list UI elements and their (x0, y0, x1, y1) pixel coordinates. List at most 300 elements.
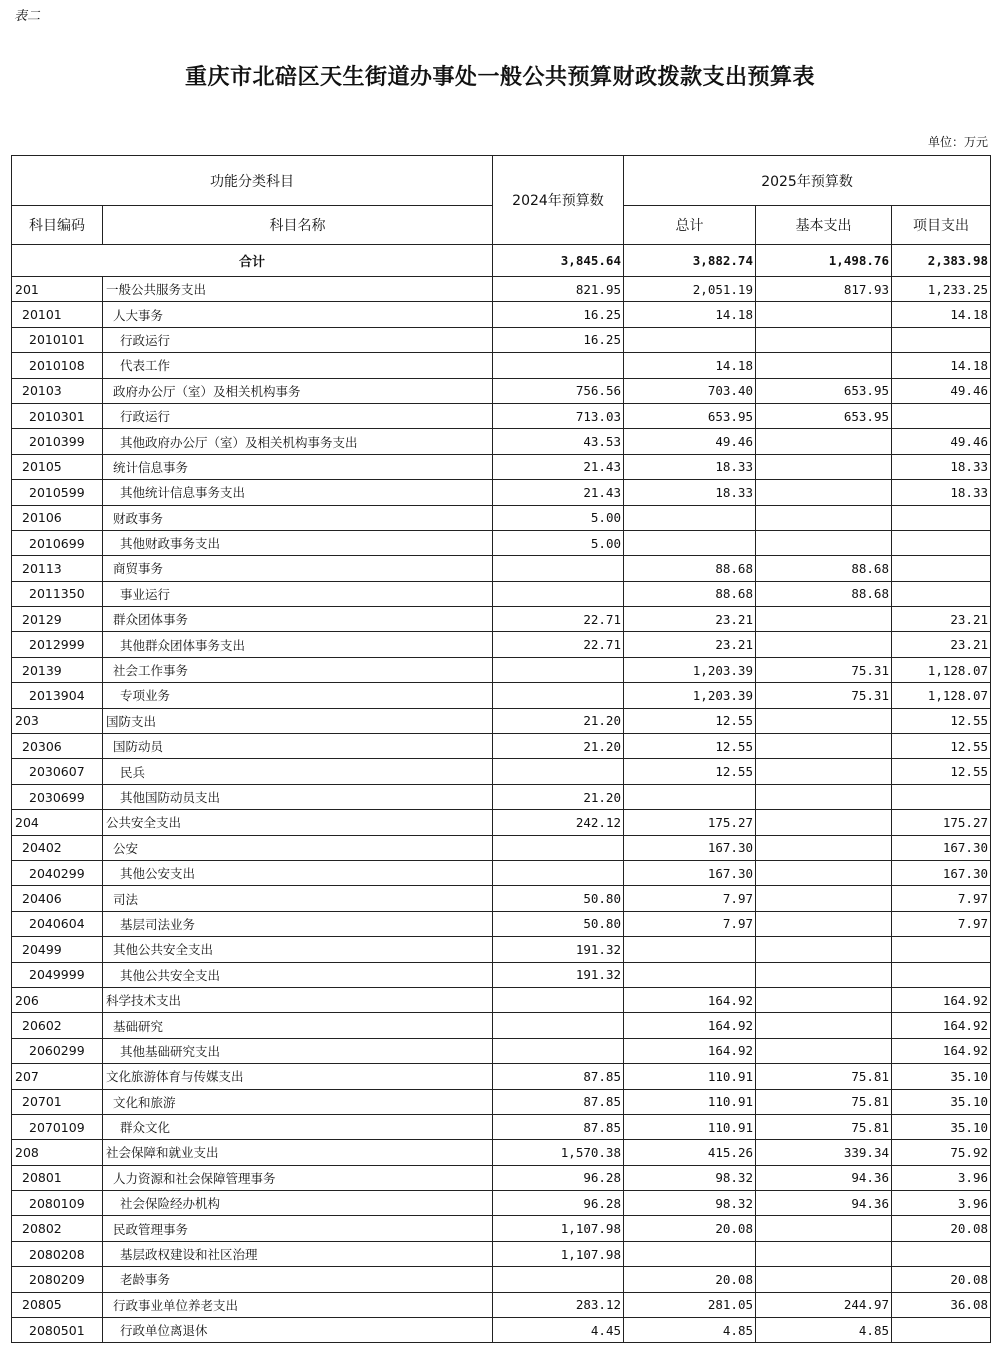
row-budget-2025-project (892, 556, 991, 581)
table-row (12, 759, 991, 784)
row-code-cell (12, 1241, 103, 1266)
row-name-cell (103, 480, 493, 505)
row-name: 基层政权建设和社区治理 (120, 1247, 258, 1263)
row-budget-2025-project (892, 784, 991, 809)
row-code: 2080501 (29, 1322, 85, 1338)
row-budget-2025-project: 175.27 (892, 810, 991, 835)
row-budget-2025-total (624, 962, 756, 987)
row-budget-2025-total: 167.30 (624, 860, 756, 885)
row-name-cell (103, 1038, 493, 1063)
table-row (12, 1191, 991, 1216)
row-budget-2025-project: 20.08 (892, 1216, 991, 1241)
row-budget-2024: 4.45 (493, 1318, 624, 1343)
row-code: 208 (15, 1144, 39, 1160)
row-budget-2024: 21.43 (493, 480, 624, 505)
row-budget-2025-project: 12.55 (892, 734, 991, 759)
table-row (12, 607, 991, 632)
table-row (12, 429, 991, 454)
row-budget-2025-project: 35.10 (892, 1064, 991, 1089)
row-budget-2024 (493, 1038, 624, 1063)
row-budget-2025-basic (756, 784, 892, 809)
row-budget-2024: 96.28 (493, 1191, 624, 1216)
table-row (12, 784, 991, 809)
row-name: 公安 (113, 840, 139, 856)
row-code-cell (12, 302, 103, 327)
row-name: 其他公安支出 (120, 866, 196, 882)
row-budget-2024 (493, 860, 624, 885)
row-code-cell (12, 403, 103, 428)
row-budget-2025-project: 164.92 (892, 987, 991, 1012)
row-budget-2024: 5.00 (493, 505, 624, 530)
row-budget-2024 (493, 835, 624, 860)
table-row (12, 1216, 991, 1241)
row-code: 20801 (22, 1170, 62, 1186)
row-budget-2024: 1,107.98 (493, 1216, 624, 1241)
row-name: 其他公共安全支出 (120, 967, 221, 983)
row-code: 20602 (22, 1018, 62, 1034)
row-name: 科学技术支出 (106, 993, 182, 1009)
row-name-cell (103, 1089, 493, 1114)
row-code-cell (12, 530, 103, 555)
row-name: 其他基础研究支出 (120, 1043, 221, 1059)
row-code: 20105 (22, 459, 62, 475)
table-row (12, 683, 991, 708)
row-code-cell (12, 987, 103, 1012)
row-budget-2025-project: 12.55 (892, 708, 991, 733)
row-code: 2040299 (29, 865, 85, 881)
row-budget-2025-total: 1,203.39 (624, 657, 756, 682)
row-budget-2025-basic: 653.95 (756, 403, 892, 428)
row-budget-2025-basic (756, 759, 892, 784)
row-budget-2025-project: 12.55 (892, 759, 991, 784)
row-name-cell (103, 708, 493, 733)
table-row (12, 911, 991, 936)
table-row (12, 1241, 991, 1266)
row-budget-2025-basic (756, 734, 892, 759)
row-budget-2024: 22.71 (493, 632, 624, 657)
row-budget-2025-basic: 94.36 (756, 1191, 892, 1216)
row-budget-2025-total: 415.26 (624, 1140, 756, 1165)
row-name: 行政运行 (120, 332, 171, 348)
row-code: 20802 (22, 1221, 62, 1237)
row-budget-2024: 87.85 (493, 1114, 624, 1139)
row-budget-2025-basic (756, 835, 892, 860)
row-budget-2025-basic (756, 860, 892, 885)
row-code: 20106 (22, 510, 62, 526)
row-code: 2010101 (29, 332, 85, 348)
row-code: 2080109 (29, 1195, 85, 1211)
row-code: 2010301 (29, 408, 85, 424)
row-name: 群众团体事务 (113, 612, 189, 628)
row-name-cell (103, 607, 493, 632)
table-row (12, 353, 991, 378)
row-budget-2024: 242.12 (493, 810, 624, 835)
row-code-cell (12, 810, 103, 835)
row-code-cell (12, 1013, 103, 1038)
row-code-cell (12, 454, 103, 479)
row-code: 20805 (22, 1297, 62, 1313)
row-code-cell (12, 1038, 103, 1063)
row-name: 公共安全支出 (106, 815, 182, 831)
row-budget-2025-project: 3.96 (892, 1191, 991, 1216)
row-name-cell (103, 403, 493, 428)
row-code: 2011350 (29, 586, 85, 602)
row-name-cell (103, 1292, 493, 1317)
row-budget-2025-total: 164.92 (624, 1013, 756, 1038)
table-row (12, 530, 991, 555)
row-budget-2025-project: 23.21 (892, 607, 991, 632)
row-budget-2024: 821.95 (493, 277, 624, 302)
table-row (12, 632, 991, 657)
budget-table (11, 155, 991, 1343)
row-budget-2025-total: 110.91 (624, 1114, 756, 1139)
row-code-cell (12, 1064, 103, 1089)
row-budget-2025-total: 20.08 (624, 1216, 756, 1241)
row-code: 20139 (22, 662, 62, 678)
row-code: 20129 (22, 611, 62, 627)
row-budget-2025-basic (756, 1013, 892, 1038)
row-code-cell (12, 632, 103, 657)
row-budget-2025-project: 167.30 (892, 860, 991, 885)
row-budget-2025-total (624, 327, 756, 352)
row-budget-2024 (493, 1013, 624, 1038)
row-budget-2025-total (624, 1241, 756, 1266)
row-budget-2025-total (624, 784, 756, 809)
row-name-cell (103, 987, 493, 1012)
row-budget-2025-total: 110.91 (624, 1089, 756, 1114)
row-name-cell (103, 353, 493, 378)
row-budget-2025-total: 98.32 (624, 1165, 756, 1190)
total-budget-2025-basic: 1,498.76 (756, 245, 892, 277)
header-basic: 基本支出 (756, 206, 892, 245)
row-code: 2013904 (29, 687, 85, 703)
table-row (12, 937, 991, 962)
row-name-cell (103, 429, 493, 454)
row-code: 2012999 (29, 637, 85, 653)
row-code-cell (12, 1318, 103, 1343)
page-title: 重庆市北碚区天生街道办事处一般公共预算财政拨款支出预算表 (184, 64, 815, 90)
row-budget-2025-project: 18.33 (892, 454, 991, 479)
row-name: 社会工作事务 (113, 663, 189, 679)
row-code: 2010399 (29, 434, 85, 450)
row-name-cell (103, 683, 493, 708)
row-budget-2025-project: 20.08 (892, 1267, 991, 1292)
row-budget-2025-project (892, 327, 991, 352)
row-name: 人力资源和社会保障管理事务 (113, 1170, 276, 1186)
row-budget-2025-basic (756, 708, 892, 733)
row-budget-2024: 191.32 (493, 937, 624, 962)
row-name-cell (103, 911, 493, 936)
row-code-cell (12, 657, 103, 682)
total-row (12, 245, 991, 277)
row-name: 其他政府办公厅（室）及相关机构事务支出 (120, 434, 358, 450)
row-budget-2025-total: 164.92 (624, 1038, 756, 1063)
table-row (12, 556, 991, 581)
row-budget-2025-project (892, 962, 991, 987)
row-name-cell (103, 810, 493, 835)
row-code-cell (12, 734, 103, 759)
table-row (12, 1114, 991, 1139)
row-budget-2025-project: 1,128.07 (892, 657, 991, 682)
row-budget-2025-project: 18.33 (892, 480, 991, 505)
row-budget-2024: 43.53 (493, 429, 624, 454)
row-code: 2080209 (29, 1271, 85, 1287)
table-row (12, 327, 991, 352)
row-name: 文化和旅游 (113, 1094, 176, 1110)
row-name-cell (103, 937, 493, 962)
row-name-cell (103, 454, 493, 479)
row-budget-2025-total: 703.40 (624, 378, 756, 403)
row-code: 2010599 (29, 484, 85, 500)
row-code: 20113 (22, 560, 62, 576)
row-name-cell (103, 835, 493, 860)
row-budget-2025-project (892, 530, 991, 555)
table-row (12, 1089, 991, 1114)
row-budget-2025-basic: 817.93 (756, 277, 892, 302)
row-name: 其他统计信息事务支出 (120, 485, 246, 501)
row-name: 其他财政事务支出 (120, 536, 221, 552)
row-budget-2025-basic (756, 327, 892, 352)
row-budget-2025-total: 88.68 (624, 556, 756, 581)
row-name-cell (103, 530, 493, 555)
table-row (12, 1165, 991, 1190)
row-code-cell (12, 1216, 103, 1241)
row-budget-2024 (493, 556, 624, 581)
row-budget-2024: 713.03 (493, 403, 624, 428)
table-row (12, 480, 991, 505)
row-name-cell (103, 1216, 493, 1241)
row-code-cell (12, 962, 103, 987)
row-code-cell (12, 607, 103, 632)
row-code: 2080208 (29, 1246, 85, 1262)
row-budget-2025-basic: 339.34 (756, 1140, 892, 1165)
row-budget-2025-project: 164.92 (892, 1013, 991, 1038)
row-code: 2010699 (29, 535, 85, 551)
row-name: 政府办公厅（室）及相关机构事务 (113, 383, 301, 399)
row-code-cell (12, 784, 103, 809)
row-code: 2010108 (29, 357, 85, 373)
row-name: 国防支出 (106, 713, 157, 729)
row-name: 国防动员 (113, 739, 164, 755)
row-budget-2025-project: 7.97 (892, 911, 991, 936)
row-budget-2025-project: 35.10 (892, 1089, 991, 1114)
row-code: 20402 (22, 840, 62, 856)
row-budget-2025-basic (756, 886, 892, 911)
row-budget-2025-basic (756, 353, 892, 378)
header-budget-2025: 2025年预算数 (624, 156, 991, 206)
row-code-cell (12, 429, 103, 454)
table-body (12, 245, 991, 1343)
row-budget-2024 (493, 353, 624, 378)
header-total: 总计 (624, 206, 756, 245)
table-row (12, 835, 991, 860)
row-budget-2025-project: 14.18 (892, 302, 991, 327)
row-budget-2025-project (892, 403, 991, 428)
row-budget-2024: 21.43 (493, 454, 624, 479)
table-row (12, 860, 991, 885)
row-name-cell (103, 505, 493, 530)
row-budget-2025-basic (756, 632, 892, 657)
row-budget-2025-project: 49.46 (892, 429, 991, 454)
row-code-cell (12, 327, 103, 352)
row-name-cell (103, 962, 493, 987)
row-budget-2025-basic (756, 429, 892, 454)
row-budget-2025-basic (756, 607, 892, 632)
row-name: 代表工作 (120, 358, 171, 374)
row-name: 老龄事务 (120, 1272, 171, 1288)
row-name-cell (103, 1267, 493, 1292)
row-budget-2025-project: 1,128.07 (892, 683, 991, 708)
table-row (12, 277, 991, 302)
row-name: 社会保障和就业支出 (106, 1145, 219, 1161)
row-budget-2025-total: 4.85 (624, 1318, 756, 1343)
row-budget-2025-project (892, 581, 991, 606)
row-code-cell (12, 1165, 103, 1190)
row-budget-2025-total: 7.97 (624, 911, 756, 936)
row-budget-2025-total: 49.46 (624, 429, 756, 454)
row-budget-2024 (493, 683, 624, 708)
row-budget-2024: 5.00 (493, 530, 624, 555)
row-budget-2025-basic: 88.68 (756, 581, 892, 606)
row-budget-2025-total: 20.08 (624, 1267, 756, 1292)
row-budget-2025-total: 164.92 (624, 987, 756, 1012)
row-budget-2024: 22.71 (493, 607, 624, 632)
row-name: 民政管理事务 (113, 1221, 189, 1237)
total-budget-2025-project: 2,383.98 (892, 245, 991, 277)
row-budget-2025-basic (756, 1038, 892, 1063)
row-code-cell (12, 937, 103, 962)
row-name-cell (103, 378, 493, 403)
row-code-cell (12, 1140, 103, 1165)
row-name: 群众文化 (120, 1120, 171, 1136)
row-code: 20406 (22, 891, 62, 907)
row-budget-2025-total: 167.30 (624, 835, 756, 860)
header-function-class: 功能分类科目 (12, 156, 493, 206)
row-code: 20103 (22, 383, 62, 399)
row-name: 基层司法业务 (120, 916, 196, 932)
row-code-cell (12, 581, 103, 606)
row-name: 基础研究 (113, 1018, 164, 1034)
row-budget-2025-basic: 75.81 (756, 1114, 892, 1139)
row-budget-2025-total: 14.18 (624, 302, 756, 327)
row-name: 商贸事务 (113, 561, 164, 577)
row-budget-2025-project: 75.92 (892, 1140, 991, 1165)
row-budget-2025-total (624, 530, 756, 555)
row-name: 人大事务 (113, 307, 164, 323)
row-budget-2024: 21.20 (493, 784, 624, 809)
table-row (12, 403, 991, 428)
row-budget-2025-project: 7.97 (892, 886, 991, 911)
row-budget-2025-project (892, 1318, 991, 1343)
table-row (12, 1013, 991, 1038)
row-budget-2024: 21.20 (493, 734, 624, 759)
table-row (12, 454, 991, 479)
row-name: 专项业务 (120, 688, 171, 704)
row-budget-2025-basic (756, 530, 892, 555)
header-name: 科目名称 (103, 206, 493, 245)
row-budget-2025-basic (756, 1216, 892, 1241)
row-budget-2025-basic (756, 1267, 892, 1292)
row-budget-2025-project: 23.21 (892, 632, 991, 657)
row-name: 统计信息事务 (113, 459, 189, 475)
row-budget-2024: 283.12 (493, 1292, 624, 1317)
row-name-cell (103, 581, 493, 606)
row-name-cell (103, 1318, 493, 1343)
row-budget-2025-total: 2,051.19 (624, 277, 756, 302)
row-name: 社会保险经办机构 (120, 1196, 221, 1212)
row-budget-2025-basic: 244.97 (756, 1292, 892, 1317)
row-budget-2025-total: 1,203.39 (624, 683, 756, 708)
row-name-cell (103, 886, 493, 911)
row-code: 2070109 (29, 1119, 85, 1135)
row-code: 2030699 (29, 789, 85, 805)
row-name: 其他国防动员支出 (120, 790, 221, 805)
row-budget-2024: 96.28 (493, 1165, 624, 1190)
row-name: 事业运行 (120, 586, 171, 602)
row-code-cell (12, 1267, 103, 1292)
table-row (12, 734, 991, 759)
row-name-cell (103, 1013, 493, 1038)
row-code-cell (12, 1089, 103, 1114)
row-code-cell (12, 835, 103, 860)
row-code-cell (12, 708, 103, 733)
row-budget-2024: 756.56 (493, 378, 624, 403)
row-code: 2049999 (29, 967, 85, 983)
table-row (12, 1318, 991, 1343)
row-budget-2025-basic: 94.36 (756, 1165, 892, 1190)
row-name-cell (103, 277, 493, 302)
row-code-cell (12, 860, 103, 885)
row-budget-2025-basic (756, 302, 892, 327)
row-budget-2025-basic (756, 987, 892, 1012)
row-name-cell (103, 556, 493, 581)
row-budget-2024: 16.25 (493, 302, 624, 327)
row-budget-2024: 1,107.98 (493, 1241, 624, 1266)
row-name-cell (103, 1140, 493, 1165)
row-budget-2025-total: 23.21 (624, 607, 756, 632)
row-budget-2025-basic (756, 1241, 892, 1266)
row-name: 行政运行 (120, 409, 171, 425)
row-name: 一般公共服务支出 (106, 282, 207, 298)
row-budget-2025-basic (756, 962, 892, 987)
table-row (12, 378, 991, 403)
row-code: 203 (15, 713, 39, 729)
table-row (12, 581, 991, 606)
total-label: 合计 (12, 245, 493, 277)
row-name-cell (103, 1064, 493, 1089)
table-row (12, 708, 991, 733)
row-code: 20101 (22, 307, 62, 323)
row-budget-2025-total (624, 505, 756, 530)
row-budget-2025-total: 98.32 (624, 1191, 756, 1216)
row-name-cell (103, 327, 493, 352)
row-code-cell (12, 353, 103, 378)
row-budget-2025-total: 175.27 (624, 810, 756, 835)
row-name: 文化旅游体育与传媒支出 (106, 1069, 244, 1085)
row-code-cell (12, 378, 103, 403)
header-budget-2024: 2024年预算数 (493, 156, 624, 245)
row-budget-2025-project: 35.10 (892, 1114, 991, 1139)
row-budget-2025-project (892, 937, 991, 962)
row-budget-2025-project: 164.92 (892, 1038, 991, 1063)
row-name: 行政单位离退休 (120, 1323, 208, 1339)
row-code-cell (12, 1292, 103, 1317)
row-name: 其他公共安全支出 (113, 942, 214, 958)
row-code-cell (12, 505, 103, 530)
row-name: 行政事业单位养老支出 (113, 1297, 239, 1313)
total-budget-2024: 3,845.64 (493, 245, 624, 277)
header-code: 科目编码 (12, 206, 103, 245)
